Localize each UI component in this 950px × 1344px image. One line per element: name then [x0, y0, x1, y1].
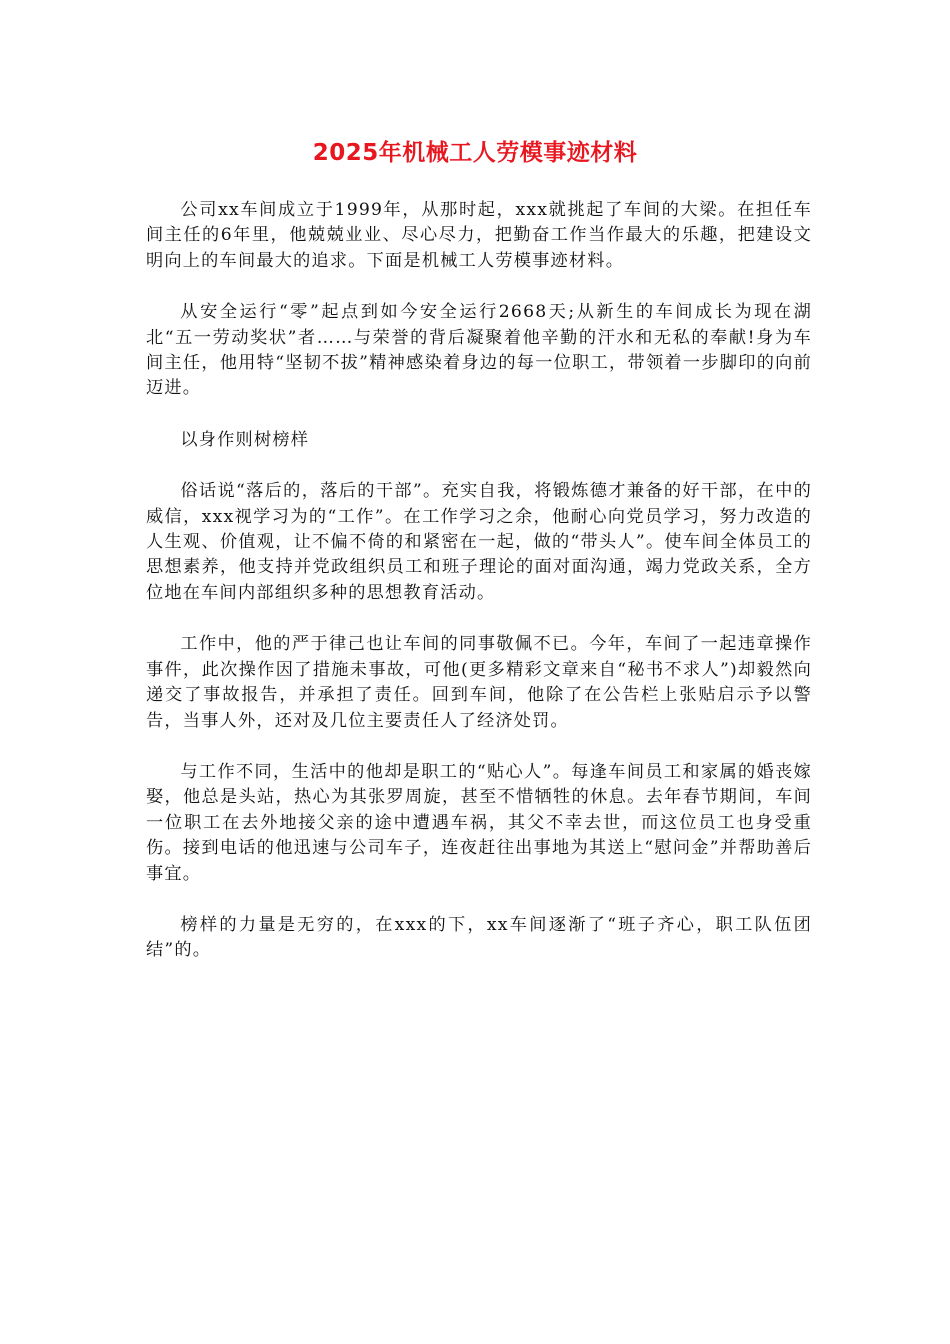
paragraph-discipline: 工作中，他的严于律己也让车间的同事敬佩不已。今年，车间了一起违章操作事件，此次操作因了措施未事故，可他(更多精彩文章来自“秘书不求人”)却毅然向递交了事故报告，并承担了责任。回到车间，他除了在公告栏上张贴启示予以警告，当事人外，还对及几位主要责任人了经济处罚。: [146, 634, 812, 731]
section-heading: 以身作则树榜样: [180, 429, 310, 450]
paragraph-safety-record: 从安全运行“零”起点到如今安全运行2668天;从新生的车间成长为现在湖北“五一劳动奖状”者……与荣誉的背后凝聚着他辛勤的汗水和无私的奉献!身为车间主任，他用特“坚韧不拔”精神感染着身边的每一位职工，带领着一步脚印的向前迈进。: [146, 302, 812, 399]
document-body: [146, 198, 812, 990]
document-title: 2025年机械工人劳模事迹材料: [312, 140, 638, 166]
paragraph-conclusion: 榜样的力量是无穷的，在xxx的下，xx车间逐渐了“班子齐心，职工队伍团结”的。: [146, 914, 812, 961]
paragraph-caring: 与工作不同，生活中的他却是职工的“贴心人”。每逢车间员工和家属的婚丧嫁娶，他总是头站，热心为其张罗周旋，甚至不惜牺牲的休息。去年春节期间，车间一位职工在去外地接父亲的途中遭遇车祸，其父不幸去世，而这位员工也身受重伤。接到电话的他迅速与公司车子，连夜赶往出事地为其送上“慰问金”并帮助善后事宜。: [146, 761, 812, 884]
paragraph-intro: 公司xx车间成立于1999年，从那时起，xxx就挑起了车间的大梁。在担任车间主任的6年里，他兢兢业业、尽心尽力，把勤奋工作当作最大的乐趣，把建设文明向上的车间最大的追求。下面是机械工人劳模事迹材料。: [146, 200, 812, 271]
paragraph-self-improvement: 俗话说“落后的，落后的干部”。充实自我，将锻炼德才兼备的好干部，在中的威信，xxx视学习为的“工作”。在工作学习之余，他耐心向党员学习，努力改造的人生观、价值观，让不偏不倚的和紧密在一起，做的“带头人”。使车间全体员工的思想素养，他支持并党政组织员工和班子理论的面对面沟通，竭力党政关系，全方位地在车间内部组织多种的思想教育活动。: [146, 481, 812, 603]
